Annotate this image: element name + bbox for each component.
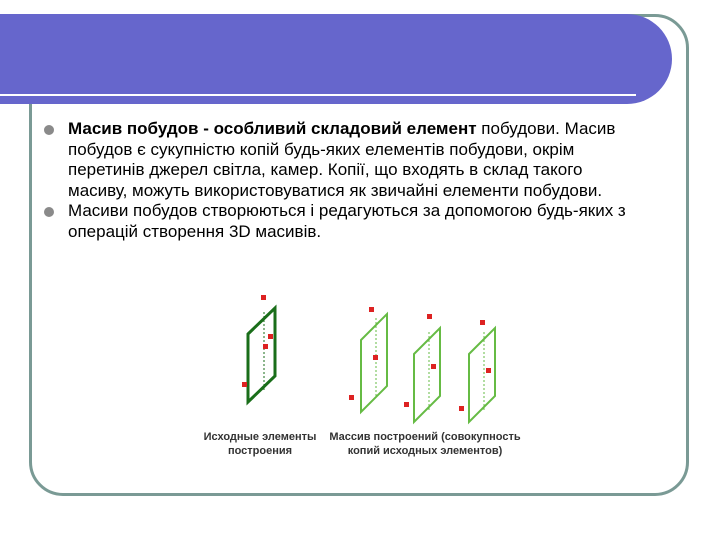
caption-array-line1: Массив построений (совокупность	[329, 431, 521, 443]
copy-plane	[361, 314, 387, 412]
copy-point	[373, 355, 378, 360]
caption-array-line2: копий исходных элементов)	[347, 445, 503, 457]
copy-element	[459, 320, 495, 422]
bullet-list	[44, 119, 629, 242]
caption-source-line1: Исходные элементы	[203, 431, 317, 443]
copy-point	[404, 402, 409, 407]
source-point	[242, 382, 247, 387]
copy-point	[431, 364, 436, 369]
bullet-bold-text: Масив побудов - особливий складовий елемент	[68, 119, 477, 138]
bullet-text: Масиви побудов створюються і редагуються за допомогою будь-яких з операцій створення 3D масивів.	[68, 201, 626, 241]
copy-plane	[469, 328, 495, 422]
copy-point	[369, 307, 374, 312]
copy-point	[486, 368, 491, 373]
bullet-text: побудови. Масив побудов є сукупністю копій будь-яких елементів побудови, окрім перетинів джерел світла, камер. Копії, що входять в склад такого масиву, можуть використовуватися як звичайні елементи побудови.	[68, 119, 616, 200]
copy-element	[349, 307, 387, 412]
bullet-item	[44, 119, 629, 201]
copy-point	[459, 406, 464, 411]
caption-source-line2: построения	[227, 445, 293, 457]
copy-point	[480, 320, 485, 325]
source-element	[242, 295, 275, 402]
copy-plane	[414, 328, 440, 422]
source-plane	[248, 308, 275, 402]
copy-point	[427, 314, 432, 319]
source-point	[261, 295, 266, 300]
source-point	[268, 334, 273, 339]
copy-element	[404, 314, 440, 422]
copy-point	[349, 395, 354, 400]
bullet-icon	[44, 207, 54, 217]
bullet-icon	[44, 125, 54, 135]
array-diagram	[198, 294, 538, 466]
source-point	[263, 344, 268, 349]
bullet-item	[44, 201, 629, 242]
title-banner	[0, 14, 672, 104]
banner-divider	[0, 94, 636, 96]
